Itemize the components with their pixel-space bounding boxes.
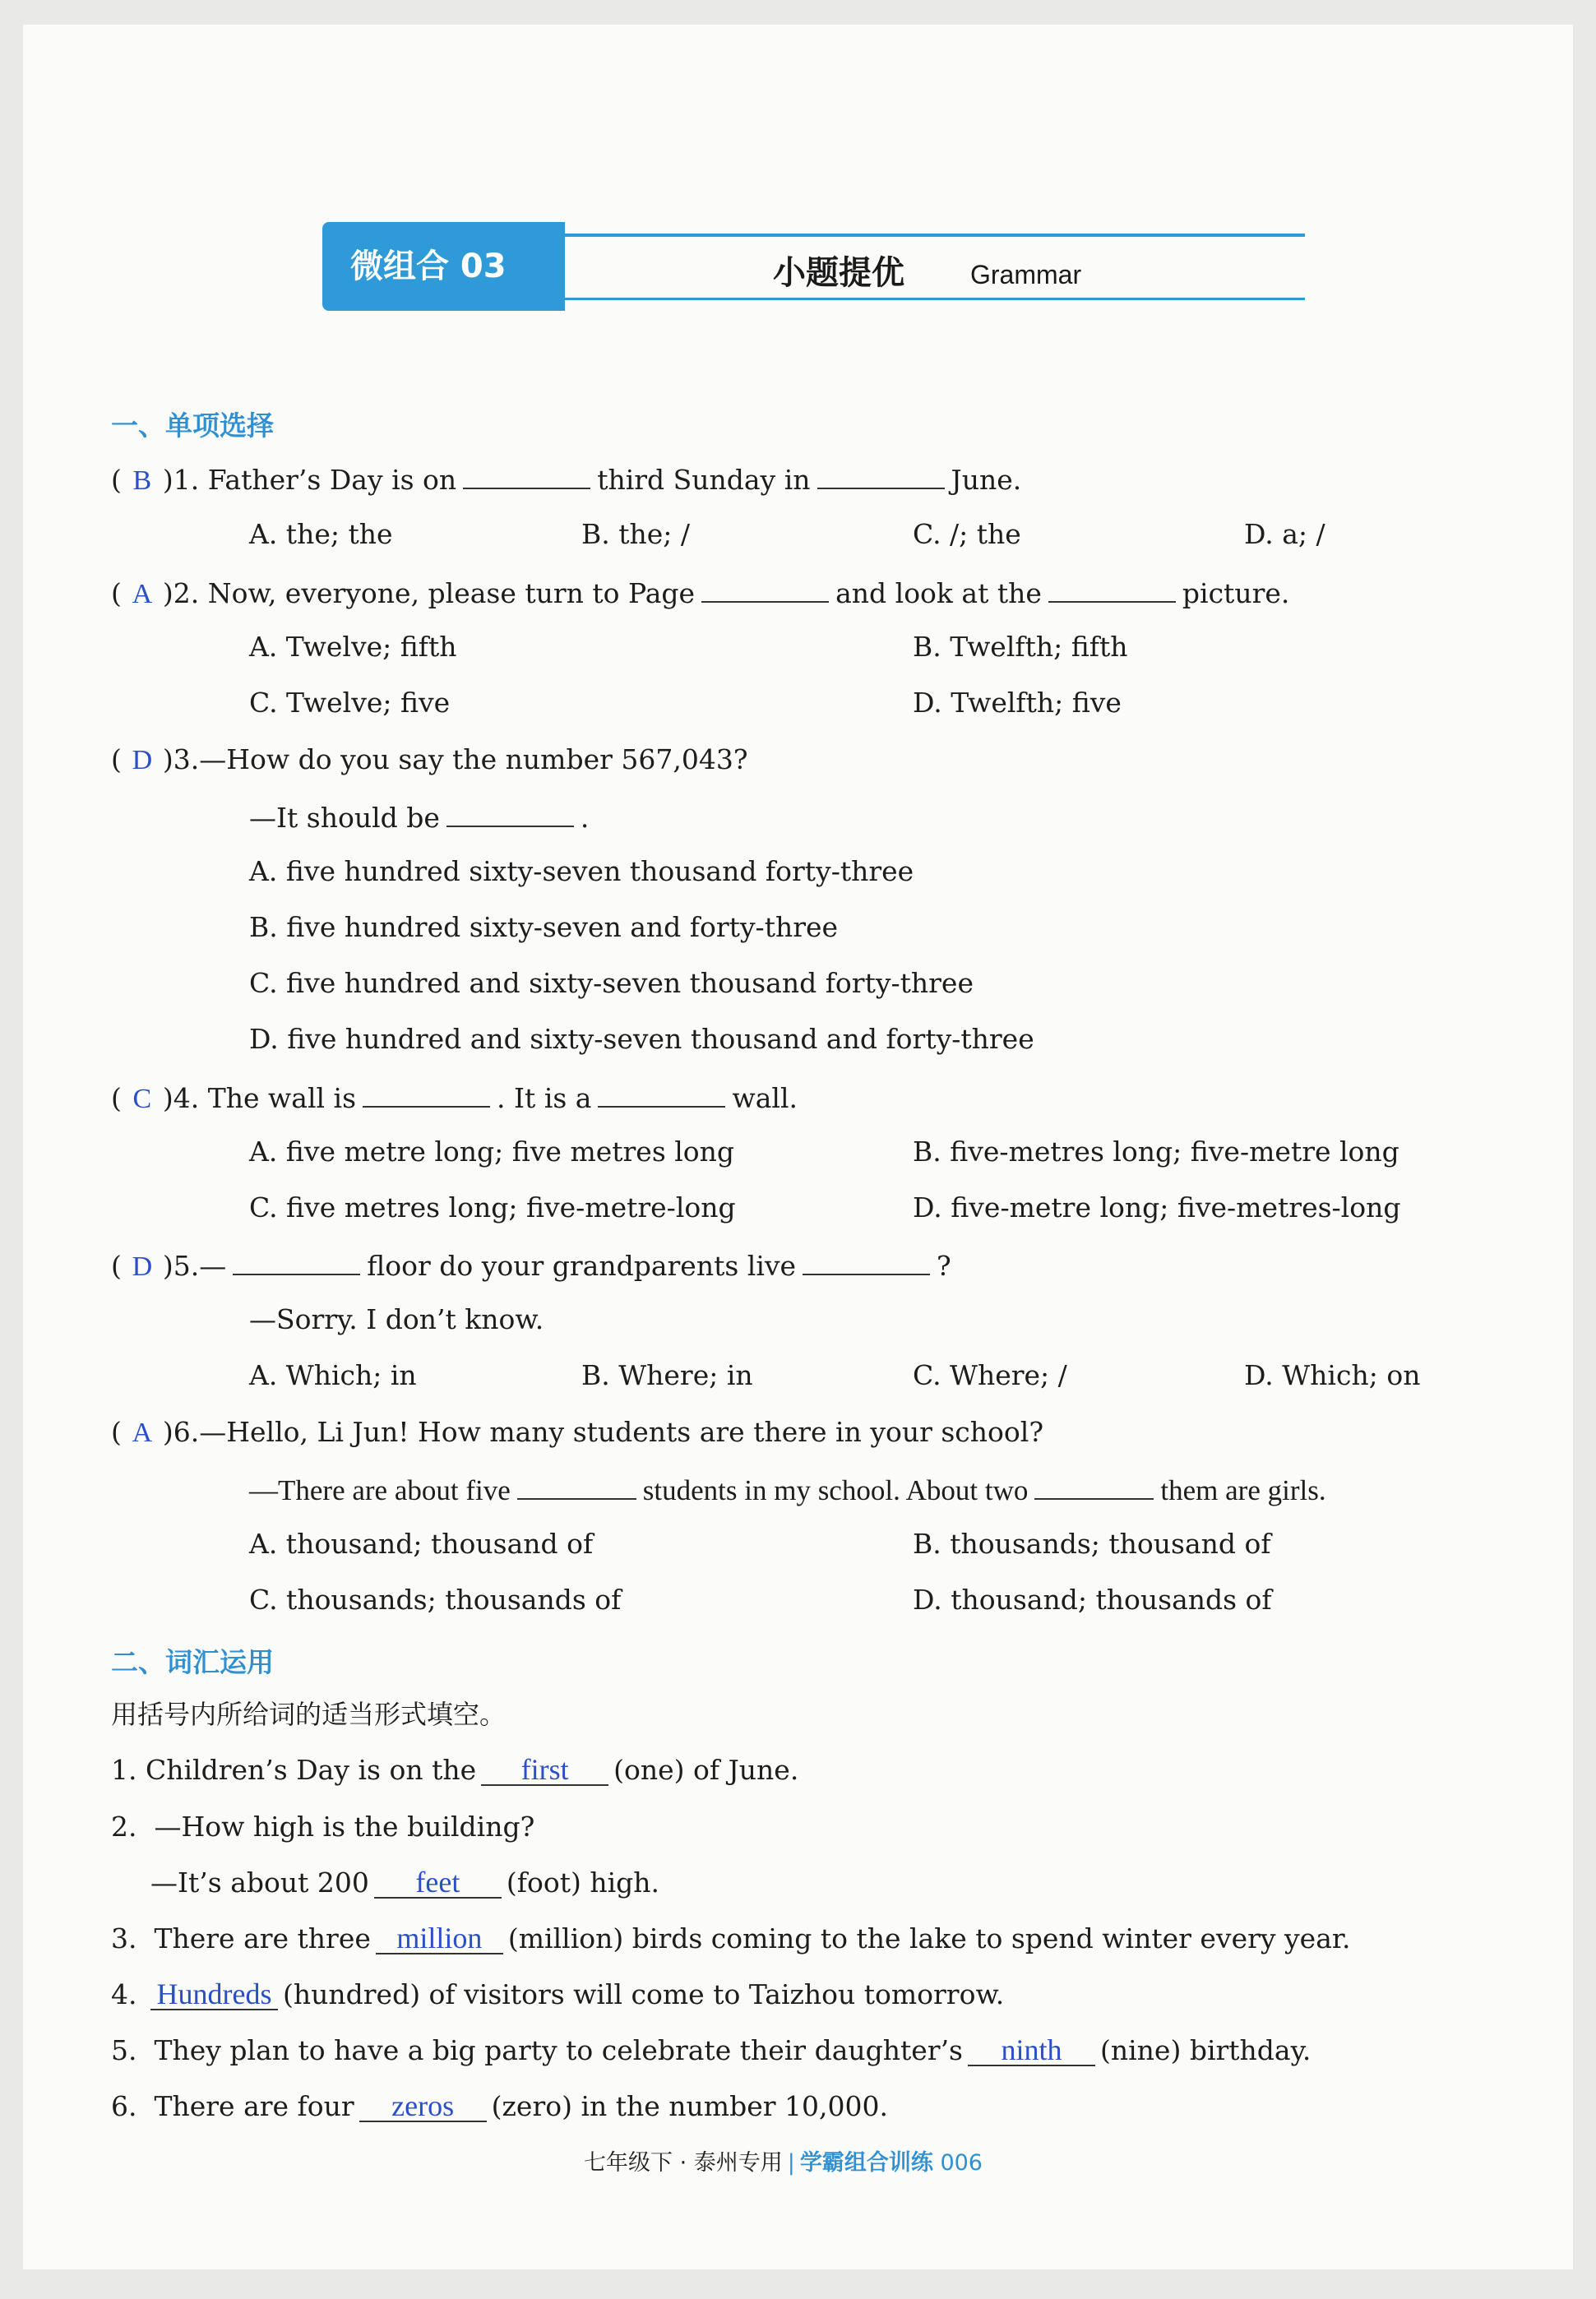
question-6: ( A )6.—Hello, Li Jun! How many students are there in your school? [111, 1416, 1044, 1448]
vocab-2: 2. —How high is the building? [111, 1811, 535, 1843]
filled-answer: feet [374, 1867, 502, 1899]
blank [803, 1247, 930, 1275]
question-5: ( D )5.— floor do your grandparents live ? [111, 1247, 951, 1284]
section-heading: 小题提优 [773, 254, 904, 292]
option-b: B. the; / [581, 518, 690, 550]
option-c: C. Twelve; five [249, 687, 451, 719]
blank [701, 575, 829, 603]
vocab-3: 3. There are three million (million) birds coming to the lake to spend winter every year. [111, 1922, 1351, 1954]
instruction: 用括号内所给词的适当形式填空。 [111, 1699, 507, 1730]
section-title: 一、单项选择 [111, 409, 274, 442]
option-a: A. the; the [249, 518, 393, 550]
blank [363, 1080, 490, 1108]
vocab-1: 1. Children’s Day is on the first (one) of June. [111, 1753, 799, 1786]
option-c: C. five metres long; five-metre-long [249, 1191, 736, 1224]
option-b: B. Twelfth; fifth [913, 631, 1128, 663]
option-c: C. five hundred and sixty-seven thousand forty-three [249, 967, 974, 999]
question-6-reply: —There are about five students in my school. About two them are girls. [249, 1472, 1326, 1507]
page-footer: 七年级下 · 泰州专用 | 学霸组合训练 006 [584, 2150, 983, 2176]
question-5-reply: —Sorry. I don’t know. [249, 1303, 544, 1335]
option-a: A. thousand; thousand of [249, 1528, 594, 1560]
answer: A [132, 579, 153, 609]
option-a: A. five hundred sixty-seven thousand forty-three [249, 855, 914, 887]
banner-divider [565, 234, 1305, 237]
option-d: D. Twelfth; five [913, 687, 1122, 719]
option-a: A. Twelve; fifth [249, 631, 457, 663]
blank [233, 1247, 360, 1275]
question-4: ( C )4. The wall is . It is a wall. [111, 1080, 798, 1116]
option-d: D. five hundred and sixty-seven thousand and forty-three [249, 1023, 1034, 1055]
option-a: A. Which; in [249, 1359, 417, 1391]
vocab-5: 5. They plan to have a big party to celebrate their daughter’s ninth (nine) birthday. [111, 2033, 1311, 2066]
option-d: D. a; / [1244, 518, 1325, 550]
vocab-2-reply: —It’s about 200 feet (foot) high. [150, 1866, 659, 1899]
option-b: B. five-metres long; five-metre long [913, 1136, 1399, 1168]
option-d: D. Which; on [1244, 1359, 1421, 1391]
page-number: 006 [940, 2150, 983, 2176]
blank [1034, 1472, 1154, 1500]
option-b: B. Where; in [581, 1359, 753, 1391]
question-3: ( D )3.—How do you say the number 567,043? [111, 743, 748, 775]
section-subheading: Grammar [970, 260, 1082, 289]
filled-answer: zeros [359, 2091, 487, 2122]
unit-label-badge: 微组合 03 [322, 222, 565, 311]
filled-answer: first [481, 1755, 608, 1786]
blank [463, 461, 590, 489]
option-c: C. /; the [913, 518, 1021, 550]
answer: A [132, 1418, 153, 1448]
option-b: B. five hundred sixty-seven and forty-three [249, 911, 839, 943]
answer: C [132, 1084, 152, 1114]
question-3-reply: —It should be . [249, 799, 589, 835]
answer: D [132, 1251, 153, 1282]
blank [598, 1080, 725, 1108]
question-1: ( B )1. Father’s Day is on third Sunday in June. [111, 461, 1021, 497]
vocab-6: 6. There are four zeros (zero) in the number 10,000. [111, 2089, 888, 2122]
option-b: B. thousands; thousand of [913, 1528, 1271, 1560]
blank [446, 799, 574, 827]
section-title: 二、词汇运用 [111, 1646, 274, 1678]
vocab-4: 4. Hundreds (hundred) of visitors will come to Taizhou tomorrow. [111, 1978, 1005, 2010]
question-2: ( A )2. Now, everyone, please turn to Page and look at the picture. [111, 575, 1289, 611]
option-d: D. thousand; thousands of [913, 1584, 1272, 1616]
option-c: C. Where; / [913, 1359, 1067, 1391]
option-a: A. five metre long; five metres long [249, 1136, 735, 1168]
answer: D [132, 745, 153, 775]
filled-answer: ninth [968, 2035, 1095, 2066]
footer-grade: 七年级下 · 泰州专用 [584, 2150, 783, 2176]
banner-divider [565, 298, 1305, 300]
filled-answer: Hundreds [150, 1979, 278, 2010]
option-d: D. five-metre long; five-metres-long [913, 1191, 1401, 1224]
filled-answer: million [376, 1923, 503, 1954]
blank [817, 461, 945, 489]
blank [1048, 575, 1176, 603]
footer-brand: 学霸组合训练 [799, 2150, 933, 2176]
blank [517, 1472, 636, 1500]
option-c: C. thousands; thousands of [249, 1584, 622, 1616]
answer: B [132, 465, 152, 496]
